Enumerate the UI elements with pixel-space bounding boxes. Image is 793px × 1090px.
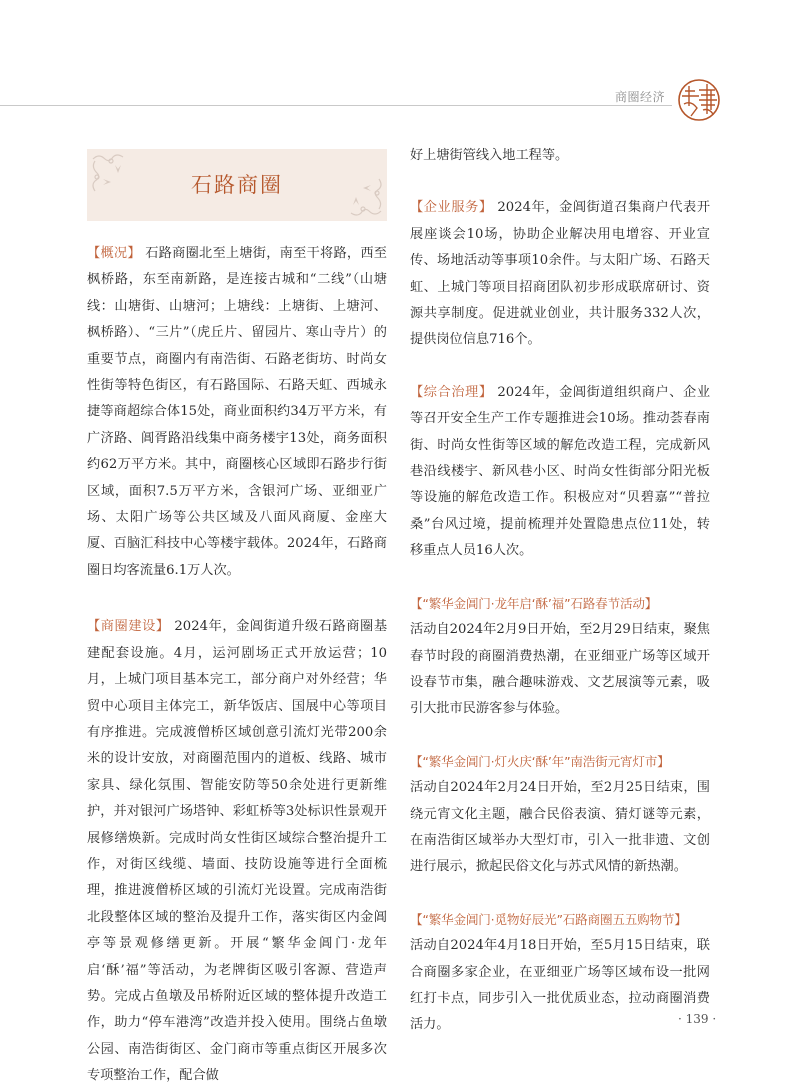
construction-tag: 【商圈建设】 [87, 619, 170, 635]
event-heading: 【“繁华金阊门·灯火庆‘酥’年”南浩街元宵灯市】 [410, 753, 670, 769]
right-column [410, 143, 710, 1039]
event-heading: 【“繁华金阊门·龙年启‘酥’福”石路春节活动】 [410, 595, 658, 611]
header-rule [0, 105, 672, 106]
continuation-paragraph: 好上塘街管线入地工程等。 [410, 148, 569, 163]
governance-text: 2024年，金阊街道组织商户、企业等召开安全生产工作专题推进会10场。推动荟春南街、时尚女性街等区域的解危改造工程，完成新风巷沿线楼宇、新风巷小区、时尚女性街部分阳光板等设施的解危改造工作。积极应对“贝碧嘉”“普拉桑”台风过境，提前梳理并处置隐患点位11处，转移重点人员16人次。 [410, 384, 711, 559]
enterprise-service-tag: 【企业服务】 [410, 200, 493, 216]
corner-ornament-icon [89, 151, 137, 199]
enterprise-service-text: 2024年，金阊街道召集商户代表开展座谈会10场，协助企业解决用电增容、开业宣传、场地活动等事项10余件。与太阳广场、石路天虹、上城门等项目招商团队初步形成联席研讨、资源共享制度。促进就业创业，共计服务332人次，提供岗位信息716个。 [410, 200, 711, 348]
governance-tag: 【综合治理】 [410, 384, 493, 400]
event-spring-festival [410, 591, 710, 723]
event-heading: 【“繁华金阊门·觅物好辰光”石路商圈五五购物节】 [410, 911, 687, 927]
governance-paragraph [410, 380, 710, 565]
event-lantern-market [410, 749, 710, 881]
left-column [87, 143, 387, 1090]
overview-paragraph [87, 241, 387, 584]
event-text: 活动自2024年2月9日开始，至2月29日结束，聚焦春节时段的商圈消费热潮，在亚细亚广场等区域开设春节市集，融合趣味游戏、文艺展演等元素，吸引大批市民游客参与体验。 [410, 622, 710, 717]
page-title: 石路商圈 [191, 172, 283, 197]
seal-emblem-icon [677, 78, 721, 122]
overview-text: 石路商圈北至上塘街，南至干将路，西至枫桥路，东至南新路，是连接古城和“二线”（山塘线：山塘街、山塘河；上塘线：上塘街、上塘河、枫桥路）、“三片”（虎丘片、留园片、寒山寺片）的重要节点，商圈内有南浩街、石路老街坊、时尚女性街等特色街区，有石路国际、石路天虹、西城永捷等商超综合体15处，商业面积约34万平方米，有广济路、阊胥路沿线集中商务楼宇13处，商务面积约62万平方米。其中，商圈核心区域即石路步行街区域，面积7.5万平方米，含银河广场、亚细亚广场、太阳广场等公共区域及八面风商厦、金座大厦、百脑汇科技中心等楼宇载体。2024年，石路商圈日均客流量6.1万人次。 [87, 246, 387, 578]
page-number: · 139 · [678, 1012, 717, 1026]
running-head [0, 64, 793, 124]
construction-text: 2024年，金阊街道升级石路商圈基建配套设施。4月，运河剧场正式开放运营；10月，上城门项目基本完工，部分商户对外经营；华贸中心项目主体完工，新华饭店、国展中心等项目有序推进。完成渡僧桥区域创意引流灯光带200余米的设计安放，对商圈范围内的道板、线路、城市家具、绿化氛围、智能安防等50余处进行更新维护，并对银河广场塔钟、彩虹桥等3处标识性景观开展修缮焕新。完成时尚女性街区域综合整治提升工作，对街区线缆、墙面、技防设施等进行全面梳理，推进渡僧桥区域的引流灯光设置。完成南浩街北段整体区域的整治及提升工作，落实街区内金阊亭等景观修缮更新。开展“繁华金阊门·龙年启‘酥’福”等活动，为老牌街区吸引客源、营造声势。完成占鱼墩及吊桥附近区域的整体提升改造工作，助力“停车港湾”改造并投入使用。围绕占鱼墩公园、南浩街街区、金门商市等重点街区开展多次专项整治工作，配合做 [87, 619, 388, 1084]
title-box [87, 149, 387, 221]
corner-ornament-icon [337, 171, 385, 219]
construction-paragraph [87, 614, 387, 1089]
enterprise-service-paragraph [410, 195, 710, 353]
event-text: 活动自2024年4月18日开始，至5月15日结束，联合商圈多家企业，在亚细亚广场等区域布设一批网红打卡点，同步引入一批优质业态，拉动商圈消费活力。 [410, 938, 710, 1033]
section-name: 商圈经济 [614, 90, 665, 104]
event-shopping-festival [410, 907, 710, 1039]
event-text: 活动自2024年2月24日开始，至2月25日结束，围绕元宵文化主题，融合民俗表演、猜灯谜等元素，在南浩街区域举办大型灯市，引入一批非遗、文创进行展示，掀起民俗文化与苏式风情的新热潮。 [410, 780, 710, 875]
overview-tag: 【概况】 [87, 246, 141, 261]
